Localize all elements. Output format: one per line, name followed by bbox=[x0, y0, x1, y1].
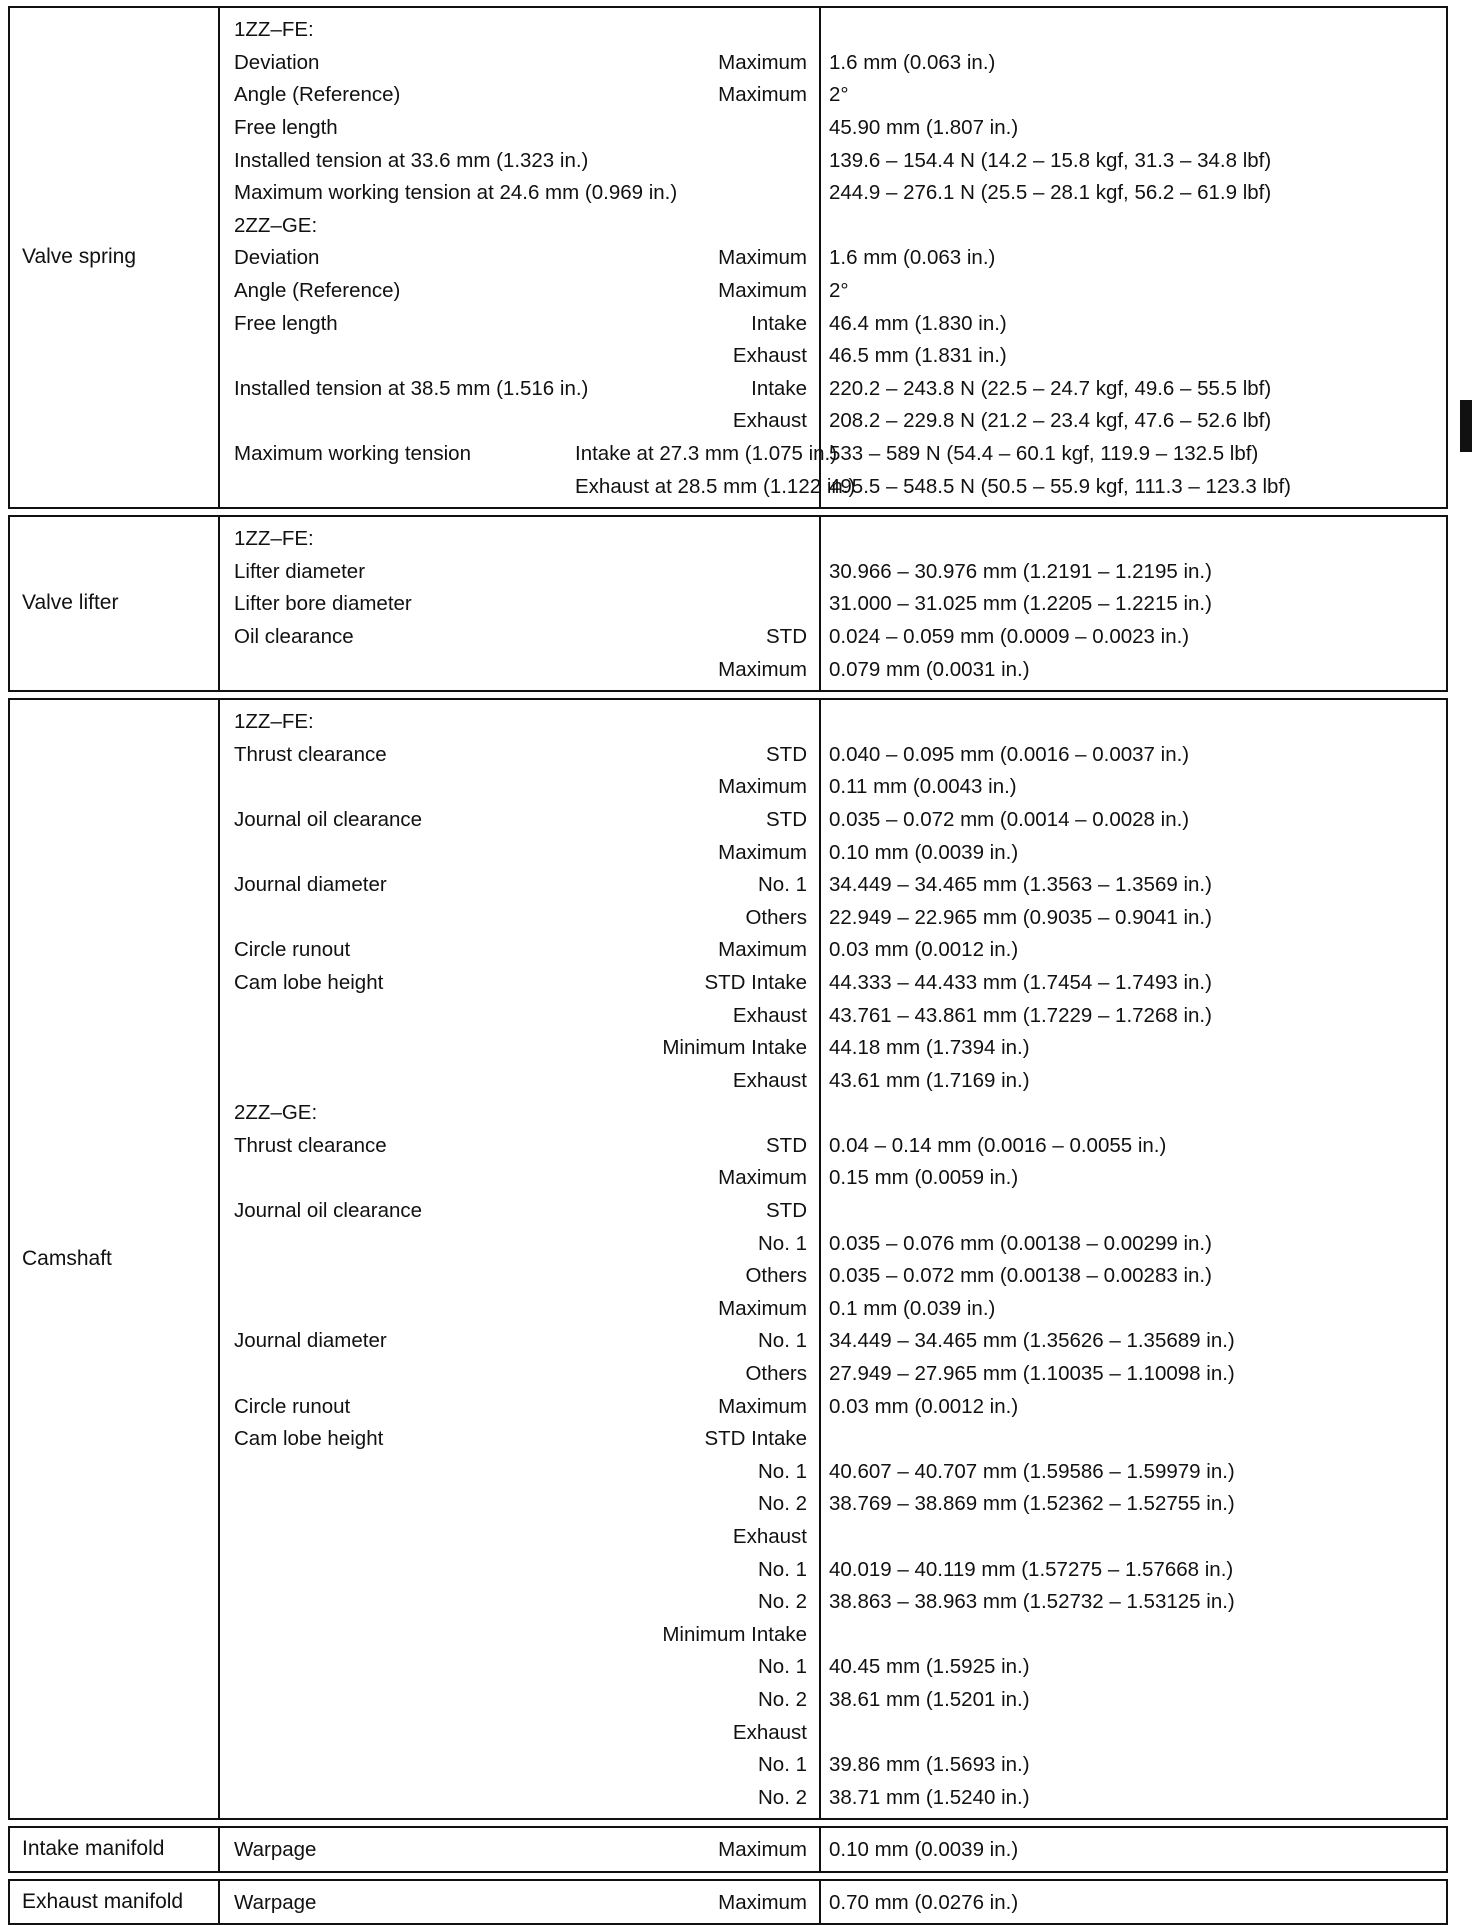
group-valve-lifter bbox=[8, 515, 1448, 692]
spec-row bbox=[220, 999, 1446, 1032]
spec-row bbox=[220, 1390, 1446, 1423]
column-divider bbox=[819, 517, 821, 690]
spec-row bbox=[220, 1521, 1446, 1554]
spec-value: 0.1 mm (0.039 in.) bbox=[829, 1296, 996, 1320]
spec-row bbox=[220, 1358, 1446, 1391]
spec-row bbox=[220, 1293, 1446, 1326]
condition-label: No. 2 bbox=[758, 1785, 807, 1809]
spec-value: 2° bbox=[829, 83, 849, 107]
condition-label: Maximum bbox=[718, 83, 807, 107]
spec-row bbox=[220, 934, 1446, 967]
spec-row bbox=[220, 1260, 1446, 1293]
spec-row bbox=[220, 470, 1446, 503]
spec-row bbox=[220, 804, 1446, 837]
condition-label: Minimum Intake bbox=[662, 1036, 807, 1060]
spec-value: 0.70 mm (0.0276 in.) bbox=[829, 1890, 1019, 1914]
condition-label: No. 1 bbox=[758, 1231, 807, 1255]
spec-row bbox=[220, 242, 1446, 275]
item-label: Lifter diameter bbox=[234, 559, 366, 583]
spec-row bbox=[220, 1488, 1446, 1521]
spec-row bbox=[220, 556, 1446, 589]
condition-label: Maximum bbox=[718, 938, 807, 962]
spec-value: 2° bbox=[829, 279, 849, 303]
spec-row bbox=[220, 144, 1446, 177]
spec-row bbox=[220, 1227, 1446, 1260]
spec-value: 0.024 – 0.059 mm (0.0009 – 0.0023 in.) bbox=[829, 624, 1190, 648]
condition-label: STD bbox=[766, 742, 807, 766]
condition-label: Intake at 27.3 mm (1.075 in.) bbox=[575, 442, 838, 466]
item-label: Angle (Reference) bbox=[234, 83, 401, 107]
spec-row bbox=[220, 1716, 1446, 1749]
item-label: Deviation bbox=[234, 246, 320, 270]
spec-value: 533 – 589 N (54.4 – 60.1 kgf, 119.9 – 132.5 lbf) bbox=[829, 442, 1259, 466]
condition-label: Maximum bbox=[718, 1394, 807, 1418]
component-cell bbox=[10, 8, 220, 507]
item-label: Cam lobe height bbox=[234, 1427, 384, 1451]
spec-row bbox=[220, 1325, 1446, 1358]
component-name: Exhaust manifold bbox=[22, 1889, 184, 1913]
condition-label: Maximum bbox=[718, 1838, 807, 1862]
condition-label: Maximum bbox=[718, 1166, 807, 1190]
condition-label: No. 2 bbox=[758, 1492, 807, 1516]
spec-value: 0.15 mm (0.0059 in.) bbox=[829, 1166, 1019, 1190]
spec-row bbox=[220, 706, 1446, 739]
item-label: Maximum working tension bbox=[234, 442, 471, 466]
spec-value: 22.949 – 22.965 mm (0.9035 – 0.9041 in.) bbox=[829, 905, 1212, 929]
spec-row bbox=[220, 1130, 1446, 1163]
item-label: Free length bbox=[234, 311, 338, 335]
spec-row bbox=[220, 621, 1446, 654]
condition-label: No. 2 bbox=[758, 1590, 807, 1614]
item-label: Thrust clearance bbox=[234, 1133, 387, 1157]
group-exhaust-manifold bbox=[8, 1879, 1448, 1925]
spec-value: 27.949 – 27.965 mm (1.10035 – 1.10098 in.) bbox=[829, 1362, 1235, 1386]
condition-label: STD bbox=[766, 1199, 807, 1223]
spec-row bbox=[220, 14, 1446, 47]
condition-label: No. 1 bbox=[758, 1459, 807, 1483]
condition-label: Maximum bbox=[718, 775, 807, 799]
item-label: Angle (Reference) bbox=[234, 279, 401, 303]
spec-value: 0.10 mm (0.0039 in.) bbox=[829, 1838, 1019, 1862]
spec-value: 44.333 – 44.433 mm (1.7454 – 1.7493 in.) bbox=[829, 970, 1212, 994]
spec-row bbox=[220, 1834, 1446, 1867]
spec-row bbox=[220, 405, 1446, 438]
condition-label: STD bbox=[766, 624, 807, 648]
condition-label: Maximum bbox=[718, 840, 807, 864]
item-label: Thrust clearance bbox=[234, 742, 387, 766]
component-cell bbox=[10, 1828, 220, 1871]
spec-value: 40.019 – 40.119 mm (1.57275 – 1.57668 in.) bbox=[829, 1557, 1234, 1581]
condition-label: Others bbox=[745, 905, 807, 929]
spec-row bbox=[220, 771, 1446, 804]
spec-row bbox=[220, 1619, 1446, 1652]
spec-value: 0.035 – 0.076 mm (0.00138 – 0.00299 in.) bbox=[829, 1231, 1212, 1255]
condition-label: Maximum bbox=[718, 1890, 807, 1914]
spec-value: 45.90 mm (1.807 in.) bbox=[829, 116, 1019, 140]
spec-row bbox=[220, 1553, 1446, 1586]
spec-value: 208.2 – 229.8 N (21.2 – 23.4 kgf, 47.6 – 52.6 lbf) bbox=[829, 409, 1272, 433]
spec-row bbox=[220, 901, 1446, 934]
item-label: Lifter bore diameter bbox=[234, 592, 412, 616]
group-intake-manifold bbox=[8, 1826, 1448, 1873]
spec-table bbox=[8, 6, 1448, 1925]
spec-row bbox=[220, 340, 1446, 373]
spec-row bbox=[220, 210, 1446, 243]
spec-value: 0.035 – 0.072 mm (0.00138 – 0.00283 in.) bbox=[829, 1264, 1212, 1288]
spec-row bbox=[220, 438, 1446, 471]
condition-label: Exhaust bbox=[732, 344, 807, 368]
condition-label: Intake bbox=[751, 376, 807, 400]
spec-value: 38.61 mm (1.5201 in.) bbox=[829, 1687, 1030, 1711]
spec-row bbox=[220, 112, 1446, 145]
spec-value: 244.9 – 276.1 N (25.5 – 28.1 kgf, 56.2 – 61.9 lbf) bbox=[829, 181, 1272, 205]
spec-row bbox=[220, 1162, 1446, 1195]
condition-label: Exhaust bbox=[732, 1525, 807, 1549]
spec-row bbox=[220, 967, 1446, 1000]
condition-label: Exhaust bbox=[732, 1720, 807, 1744]
spec-value: 40.45 mm (1.5925 in.) bbox=[829, 1655, 1030, 1679]
condition-label: No. 1 bbox=[758, 1557, 807, 1581]
condition-label: No. 1 bbox=[758, 1753, 807, 1777]
spec-value: 39.86 mm (1.5693 in.) bbox=[829, 1753, 1030, 1777]
spec-value: 0.040 – 0.095 mm (0.0016 – 0.0037 in.) bbox=[829, 742, 1190, 766]
column-divider bbox=[819, 1881, 821, 1924]
spec-value: 38.71 mm (1.5240 in.) bbox=[829, 1785, 1030, 1809]
condition-label: No. 1 bbox=[758, 1655, 807, 1679]
spec-value: 139.6 – 154.4 N (14.2 – 15.8 kgf, 31.3 – 34.8 lbf) bbox=[829, 148, 1272, 172]
spec-value: 0.03 mm (0.0012 in.) bbox=[829, 1394, 1019, 1418]
spec-row bbox=[220, 1586, 1446, 1619]
spec-value: 38.769 – 38.869 mm (1.52362 – 1.52755 in.) bbox=[829, 1492, 1235, 1516]
condition-label: STD Intake bbox=[704, 970, 807, 994]
condition-label: Maximum bbox=[718, 1296, 807, 1320]
column-divider bbox=[819, 8, 821, 507]
item-label: Oil clearance bbox=[234, 624, 354, 648]
spec-value: 30.966 – 30.976 mm (1.2191 – 1.2195 in.) bbox=[829, 559, 1212, 583]
condition-label: No. 1 bbox=[758, 873, 807, 897]
spec-row bbox=[220, 1456, 1446, 1489]
condition-label: No. 1 bbox=[758, 1329, 807, 1353]
spec-row bbox=[220, 588, 1446, 621]
condition-label: Exhaust at 28.5 mm (1.122 in.) bbox=[575, 474, 856, 498]
condition-label: Maximum bbox=[718, 50, 807, 74]
spec-row bbox=[220, 1749, 1446, 1782]
condition-label: Maximum bbox=[718, 279, 807, 303]
spec-row bbox=[220, 1097, 1446, 1130]
item-label: Free length bbox=[234, 116, 338, 140]
spec-value: 0.079 mm (0.0031 in.) bbox=[829, 657, 1030, 681]
condition-label: No. 2 bbox=[758, 1687, 807, 1711]
item-label: Installed tension at 33.6 mm (1.323 in.) bbox=[234, 148, 589, 172]
spec-row bbox=[220, 1032, 1446, 1065]
item-label: Deviation bbox=[234, 50, 320, 74]
condition-label: Exhaust bbox=[732, 1068, 807, 1092]
component-name: Camshaft bbox=[22, 1246, 112, 1270]
spec-row bbox=[220, 373, 1446, 406]
spec-value: 43.761 – 43.861 mm (1.7229 – 1.7268 in.) bbox=[829, 1003, 1212, 1027]
spec-value: 0.04 – 0.14 mm (0.0016 – 0.0055 in.) bbox=[829, 1133, 1167, 1157]
spec-row bbox=[220, 1781, 1446, 1814]
spec-row bbox=[220, 836, 1446, 869]
condition-label: STD bbox=[766, 1133, 807, 1157]
condition-label: Maximum bbox=[718, 246, 807, 270]
spec-value: 34.449 – 34.465 mm (1.3563 – 1.3569 in.) bbox=[829, 873, 1212, 897]
item-label: Journal oil clearance bbox=[234, 1199, 423, 1223]
group-camshaft bbox=[8, 698, 1448, 1820]
spec-row bbox=[220, 1064, 1446, 1097]
item-label: Journal diameter bbox=[234, 1329, 387, 1353]
item-label: Journal diameter bbox=[234, 873, 387, 897]
spec-row bbox=[220, 79, 1446, 112]
spec-value: 495.5 – 548.5 N (50.5 – 55.9 kgf, 111.3 – 123.3 lbf) bbox=[829, 474, 1291, 498]
condition-label: Exhaust bbox=[732, 1003, 807, 1027]
spec-row bbox=[220, 1684, 1446, 1717]
item-label: Warpage bbox=[234, 1838, 317, 1862]
condition-label: Others bbox=[745, 1362, 807, 1386]
spec-row bbox=[220, 307, 1446, 340]
spec-value: 43.61 mm (1.7169 in.) bbox=[829, 1068, 1030, 1092]
item-label: Cam lobe height bbox=[234, 970, 384, 994]
condition-label: Exhaust bbox=[732, 409, 807, 433]
spec-value: 0.10 mm (0.0039 in.) bbox=[829, 840, 1019, 864]
spec-value: 0.03 mm (0.0012 in.) bbox=[829, 938, 1019, 962]
condition-label: Intake bbox=[751, 311, 807, 335]
section-tab-marker bbox=[1460, 400, 1472, 452]
spec-row bbox=[220, 738, 1446, 771]
spec-value: 34.449 – 34.465 mm (1.35626 – 1.35689 in.) bbox=[829, 1329, 1235, 1353]
condition-label: STD Intake bbox=[704, 1427, 807, 1451]
item-label: Circle runout bbox=[234, 938, 351, 962]
item-label: 1ZZ–FE: bbox=[234, 18, 314, 42]
item-label: Circle runout bbox=[234, 1394, 351, 1418]
component-cell bbox=[10, 1881, 220, 1924]
spec-row bbox=[220, 1195, 1446, 1228]
spec-row bbox=[220, 47, 1446, 80]
spec-row bbox=[220, 177, 1446, 210]
item-label: Journal oil clearance bbox=[234, 807, 423, 831]
spec-value: 40.607 – 40.707 mm (1.59586 – 1.59979 in.) bbox=[829, 1459, 1235, 1483]
spec-row bbox=[220, 1887, 1446, 1920]
item-label: 1ZZ–FE: bbox=[234, 710, 314, 734]
spec-row bbox=[220, 1651, 1446, 1684]
spec-value: 1.6 mm (0.063 in.) bbox=[829, 246, 996, 270]
spec-value: 44.18 mm (1.7394 in.) bbox=[829, 1036, 1030, 1060]
spec-row bbox=[220, 869, 1446, 902]
spec-value: 46.5 mm (1.831 in.) bbox=[829, 344, 1007, 368]
spec-value: 38.863 – 38.963 mm (1.52732 – 1.53125 in.) bbox=[829, 1590, 1235, 1614]
item-label: 2ZZ–GE: bbox=[234, 1101, 318, 1125]
condition-label: Minimum Intake bbox=[662, 1622, 807, 1646]
spec-value: 31.000 – 31.025 mm (1.2205 – 1.2215 in.) bbox=[829, 592, 1212, 616]
column-divider bbox=[819, 700, 821, 1818]
group-valve-spring bbox=[8, 6, 1448, 509]
spec-value: 46.4 mm (1.830 in.) bbox=[829, 311, 1007, 335]
condition-label: STD bbox=[766, 807, 807, 831]
item-label: 1ZZ–FE: bbox=[234, 527, 314, 551]
item-label: 2ZZ–GE: bbox=[234, 213, 318, 237]
spec-row bbox=[220, 1423, 1446, 1456]
component-name: Valve lifter bbox=[22, 591, 119, 615]
condition-label: Maximum bbox=[718, 657, 807, 681]
condition-label: Others bbox=[745, 1264, 807, 1288]
component-name: Valve spring bbox=[22, 245, 137, 269]
component-name: Intake manifold bbox=[22, 1837, 165, 1861]
component-cell bbox=[10, 700, 220, 1818]
spec-row bbox=[220, 653, 1446, 686]
spec-value: 0.11 mm (0.0043 in.) bbox=[829, 775, 1017, 799]
spec-row bbox=[220, 275, 1446, 308]
spec-value: 1.6 mm (0.063 in.) bbox=[829, 50, 996, 74]
spec-value: 220.2 – 243.8 N (22.5 – 24.7 kgf, 49.6 – 55.5 lbf) bbox=[829, 376, 1272, 400]
item-label: Warpage bbox=[234, 1890, 317, 1914]
item-label: Maximum working tension at 24.6 mm (0.969 in.) bbox=[234, 181, 678, 205]
spec-value: 0.035 – 0.072 mm (0.0014 – 0.0028 in.) bbox=[829, 807, 1190, 831]
item-label: Installed tension at 38.5 mm (1.516 in.) bbox=[234, 376, 589, 400]
spec-row bbox=[220, 523, 1446, 556]
column-divider bbox=[819, 1828, 821, 1871]
component-cell bbox=[10, 517, 220, 690]
